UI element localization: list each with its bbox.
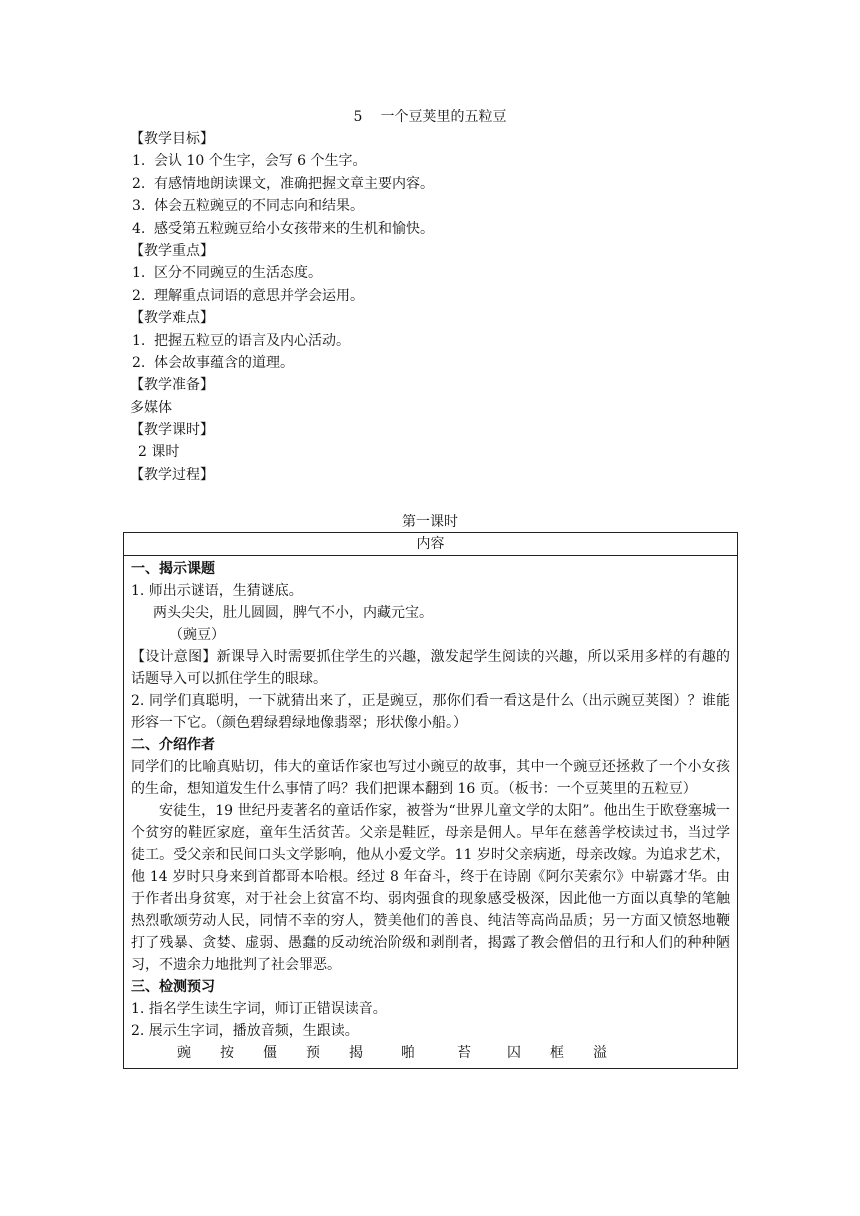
- goal-item: 3. 体会五粒豌豆的不同志向和结果。: [132, 198, 364, 215]
- vocab-character: 按: [220, 1045, 234, 1061]
- document-title: [0, 106, 860, 126]
- title-number: 5: [353, 109, 363, 125]
- section-three-item-1: 1. 指名学生读生字词，师订正错误读音。: [131, 1001, 387, 1017]
- vocab-character: 框: [550, 1045, 564, 1061]
- table-header: 内容: [124, 533, 738, 556]
- goal-item: 2. 有感情地朗读课文，准确把握文章主要内容。: [132, 175, 434, 192]
- character-list: [131, 1042, 730, 1064]
- section-heading-key-points: 【教学重点】: [130, 242, 214, 259]
- table-content-cell: [124, 556, 738, 1069]
- title-text: 一个豆荚里的五粒豆: [380, 109, 507, 125]
- key-point-item: 2. 理解重点词语的意思并学会运用。: [132, 287, 364, 304]
- riddle-text: 两头尖尖，肚儿圆圆，脾气不小，内藏元宝。: [153, 605, 433, 621]
- vocab-character: 僵: [263, 1045, 277, 1061]
- section-two-paragraph-2: 安徒生，19 世纪丹麦著名的童话作家，被誉为“世界儿童文学的太阳”。他出生于欧登塞城一个贫穷的鞋匠家庭，童年生活贫苦。父亲是鞋匠，母亲是佣人。早年在慈善学校读过书，当过学徒工。受父亲和民间口头文学影响，他从小爱文学。11 岁时父亲病逝，母亲改嫁。为追求艺术，他 14 岁时只身来到首都哥本哈根。经过 8 年奋斗，终于在诗剧《阿尔芙索尔》中崭露才华。由于作者出身贫寒，对于社会上贫富不均、弱肉强食的现象感受极深，因此他一方面以真挚的笔触热烈歌颂劳动人民，同情不幸的穷人，赞美他们的善良、纯洁等高尚品质；另一方面又愤怒地鞭打了残暴、贪婪、虚弱、愚蠢的反动统治阶级和剥削者，揭露了教会僧侣的丑行和人们的种种陋习，不遗余力地批判了社会罪恶。: [131, 803, 730, 973]
- vocab-character: 苔: [457, 1045, 471, 1061]
- difficulty-item: 2. 体会故事蕴含的道理。: [132, 354, 294, 371]
- section-one-heading: 一、揭示课题: [131, 561, 215, 577]
- vocab-character: 揭: [349, 1045, 363, 1061]
- vocab-character: 溢: [593, 1045, 607, 1061]
- lesson-plan-header: [130, 128, 750, 486]
- vocab-character: 预: [306, 1045, 320, 1061]
- vocab-character: 豌: [177, 1045, 191, 1061]
- content-table: [123, 532, 738, 1069]
- difficulty-item: 1. 把握五粒豆的语言及内心活动。: [132, 332, 350, 349]
- vocab-character: 啪: [401, 1045, 415, 1061]
- section-heading-process: 【教学过程】: [130, 466, 214, 483]
- section-three-item-2: 2. 展示生字词，播放音频，生跟读。: [131, 1023, 359, 1039]
- section-heading-hours: 【教学课时】: [130, 422, 214, 439]
- section-two-heading: 二、介绍作者: [131, 737, 215, 753]
- section-one-item-2: 2. 同学们真聪明，一下就猜出来了，正是豌豆，那你们看一看这是什么（出示豌豆荚图）？谁能形容一下它。（颜色碧绿碧绿地像翡翠；形状像小船。）: [131, 693, 730, 731]
- section-heading-goals: 【教学目标】: [130, 131, 214, 147]
- goal-item: 4. 感受第五粒豌豆给小女孩带来的生机和愉快。: [132, 220, 434, 237]
- section-two-paragraph-1: 同学们的比喻真贴切，伟大的童话作家也写过小豌豆的故事，其中一个豌豆还拯救了一个小女孩的生命，想知道发生什么事情了吗？我们把课本翻到 16 页。（板书：一个豆荚里的五粒豆）: [131, 759, 730, 797]
- lesson-title: 第一课时: [402, 514, 458, 530]
- section-three-heading: 三、检测预习: [131, 979, 215, 995]
- preparation-text: 多媒体: [130, 399, 172, 416]
- riddle-answer: （豌豆）: [169, 627, 225, 643]
- key-point-item: 1. 区分不同豌豆的生活态度。: [132, 265, 322, 282]
- section-heading-preparation: 【教学准备】: [130, 377, 214, 394]
- section-heading-difficulties: 【教学难点】: [130, 310, 214, 327]
- goal-item: 1. 会认 10 个生字，会写 6 个生字。: [132, 153, 367, 170]
- design-intent: 【设计意图】新课导入时需要抓住学生的兴趣，激发起学生阅读的兴趣，所以采用多样的有趣的话题导入可以抓住学生的眼球。: [131, 649, 730, 687]
- section-one-item-1: 1. 师出示谜语，生猜谜底。: [131, 583, 303, 599]
- vocab-character: 囚: [507, 1045, 521, 1061]
- hours-text: 2 课时: [138, 444, 180, 461]
